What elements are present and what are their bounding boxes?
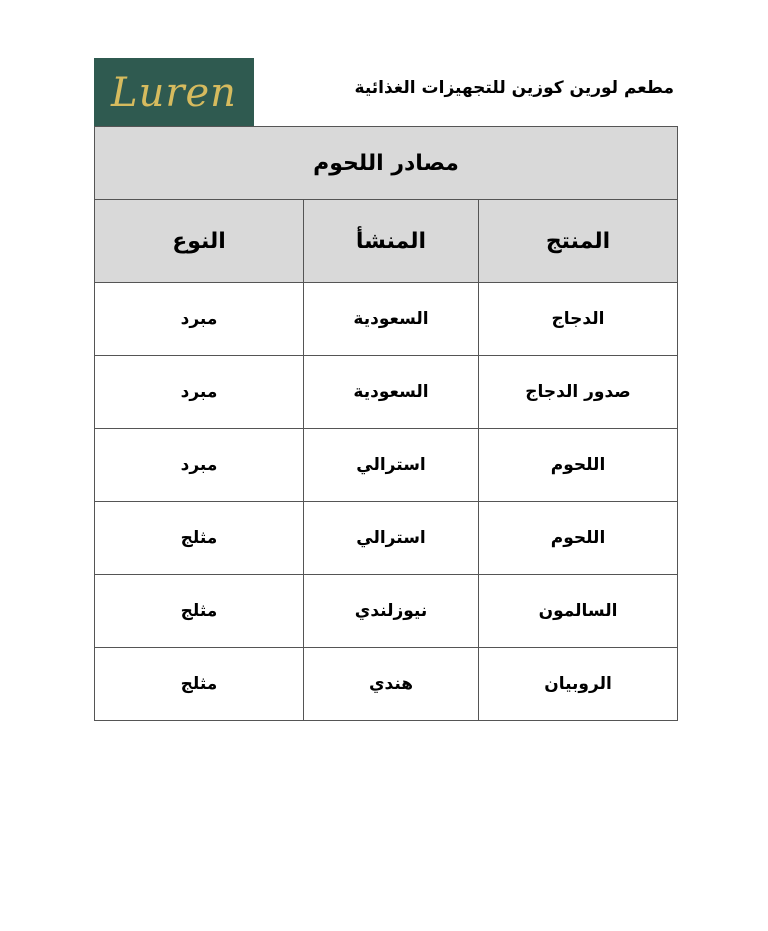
cell-origin: استرالي xyxy=(304,429,479,502)
cell-type: مثلج xyxy=(95,502,304,575)
cell-origin: هندي xyxy=(304,648,479,721)
table-row xyxy=(95,356,678,429)
cell-type: مبرد xyxy=(95,356,304,429)
column-header-origin: المنشأ xyxy=(304,200,479,283)
cell-type: مبرد xyxy=(95,283,304,356)
cell-type: مبرد xyxy=(95,429,304,502)
cell-product: الدجاج xyxy=(479,283,678,356)
cell-product: السالمون xyxy=(479,575,678,648)
section-title-row xyxy=(95,127,678,200)
column-header-type: النوع xyxy=(95,200,304,283)
cell-product: اللحوم xyxy=(479,502,678,575)
cell-origin: نيوزلندي xyxy=(304,575,479,648)
cell-product: اللحوم xyxy=(479,429,678,502)
column-header-product: المنتج xyxy=(479,200,678,283)
table-row xyxy=(95,502,678,575)
section-title: مصادر اللحوم xyxy=(95,127,678,200)
cell-product: صدور الدجاج xyxy=(479,356,678,429)
cell-origin: السعودية xyxy=(304,283,479,356)
cell-type: مثلج xyxy=(95,648,304,721)
table-row xyxy=(95,648,678,721)
cell-origin: السعودية xyxy=(304,356,479,429)
meat-sources-table xyxy=(94,126,678,721)
column-header-row xyxy=(95,200,678,283)
organization-title: مطعم لورين كوزين للتجهيزات الغذائية xyxy=(354,78,674,98)
cell-product: الروبيان xyxy=(479,648,678,721)
logo-text: Luren xyxy=(111,69,237,116)
table-row xyxy=(95,283,678,356)
table-row xyxy=(95,575,678,648)
table-row xyxy=(95,429,678,502)
cell-type: مثلج xyxy=(95,575,304,648)
logo xyxy=(94,58,254,127)
cell-origin: استرالي xyxy=(304,502,479,575)
